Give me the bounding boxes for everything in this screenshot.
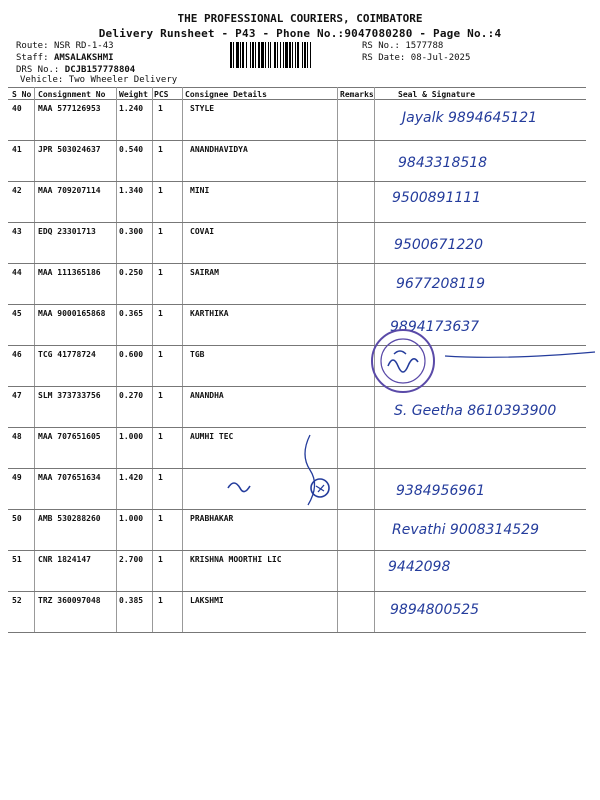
row-pcs: 1 bbox=[158, 514, 163, 523]
row-sno: 41 bbox=[12, 145, 22, 154]
barcode-bar bbox=[255, 42, 256, 68]
company-name: THE PROFESSIONAL COURIERS, COIMBATORE bbox=[177, 12, 423, 25]
barcode-bar bbox=[289, 42, 291, 68]
barcode-bar bbox=[297, 42, 299, 68]
row-pcs: 1 bbox=[158, 350, 163, 359]
row-weight: 1.420 bbox=[119, 473, 144, 482]
rs-no-label: RS No.: bbox=[362, 41, 400, 51]
drs-value: DCJB157778804 bbox=[64, 65, 136, 75]
row-consignee: SAIRAM bbox=[190, 268, 219, 277]
barcode-bar bbox=[240, 42, 241, 68]
barcode-bar bbox=[261, 42, 264, 68]
rs-no-line bbox=[362, 41, 443, 51]
seal-stamp bbox=[368, 326, 438, 396]
row-consignee: COVAI bbox=[190, 227, 215, 236]
barcode-bar bbox=[268, 42, 269, 68]
row-consignment-no: SLM 373733756 bbox=[38, 391, 101, 400]
barcode-bar bbox=[295, 42, 296, 68]
row-weight: 1.340 bbox=[119, 186, 144, 195]
row-rule bbox=[8, 632, 586, 633]
row-pcs: 1 bbox=[158, 104, 163, 113]
row-consignment-no: CNR 1824147 bbox=[38, 555, 91, 564]
row-weight: 0.365 bbox=[119, 309, 144, 318]
row-consignment-no: JPR 503024637 bbox=[38, 145, 101, 154]
route-value: NSR RD-1-43 bbox=[53, 41, 114, 51]
vehicle-label: Vehicle: bbox=[20, 75, 64, 85]
row-consignment-no: AMB 530288260 bbox=[38, 514, 101, 523]
handwritten-signature bbox=[364, 551, 600, 592]
barcode-bar bbox=[285, 42, 288, 68]
barcode-bar bbox=[310, 42, 311, 68]
row-pcs: 1 bbox=[158, 227, 163, 236]
route-label: Route: bbox=[16, 41, 49, 51]
row-consignee: LAKSHMI bbox=[190, 596, 224, 605]
row-weight: 1.240 bbox=[119, 104, 144, 113]
ink-stroke bbox=[445, 330, 600, 370]
row-consignment-no: MAA 707651634 bbox=[38, 473, 101, 482]
rs-no-value: 1577788 bbox=[405, 41, 444, 51]
row-consignee: PRABHAKAR bbox=[190, 514, 234, 523]
runsheet-title: Delivery Runsheet - P43 - Phone No.:9047080280 - Page No.:4 bbox=[98, 27, 502, 40]
row-sno: 44 bbox=[12, 268, 22, 277]
row-pcs: 1 bbox=[158, 186, 163, 195]
col-header-consignee: Consignee Details bbox=[185, 90, 267, 99]
signature-text: 9384956961 bbox=[396, 483, 486, 499]
row-pcs: 1 bbox=[158, 473, 163, 482]
barcode-bar bbox=[246, 42, 247, 68]
barcode-bar bbox=[250, 42, 251, 68]
row-weight: 0.385 bbox=[119, 596, 144, 605]
row-consignment-no: EDQ 23301713 bbox=[38, 227, 96, 236]
handwritten-signature bbox=[364, 469, 600, 510]
row-sno: 46 bbox=[12, 350, 22, 359]
rs-date-value: 08-Jul-2025 bbox=[410, 53, 471, 63]
barcode-bar bbox=[265, 42, 266, 68]
handwritten-signature bbox=[364, 182, 600, 223]
handwritten-signature bbox=[364, 264, 600, 305]
staff-label: Staff: bbox=[16, 53, 49, 63]
handwritten-marks bbox=[220, 430, 340, 510]
col-header-sno: S No bbox=[12, 90, 32, 99]
barcode-bar bbox=[277, 42, 278, 68]
signature-text: Revathi 9008314529 bbox=[392, 522, 539, 538]
barcode-bar bbox=[236, 42, 239, 68]
handwritten-signature bbox=[364, 141, 600, 182]
row-pcs: 1 bbox=[158, 555, 163, 564]
row-pcs: 1 bbox=[158, 432, 163, 441]
row-pcs: 1 bbox=[158, 268, 163, 277]
handwritten-signature bbox=[364, 100, 600, 141]
barcode-bar bbox=[274, 42, 276, 68]
row-consignment-no: MAA 709207114 bbox=[38, 186, 101, 195]
row-weight: 2.700 bbox=[119, 555, 144, 564]
signature-text: 9500891111 bbox=[392, 190, 482, 206]
barcode-bar bbox=[280, 42, 281, 68]
row-weight: 0.270 bbox=[119, 391, 144, 400]
barcode-bar bbox=[230, 42, 232, 68]
barcode-bar bbox=[307, 42, 308, 68]
col-header-consignment: Consignment No bbox=[38, 90, 106, 99]
row-consignee: KRISHNA MOORTHI LIC bbox=[190, 555, 282, 564]
signature-text: 9894800525 bbox=[390, 602, 480, 618]
row-sno: 40 bbox=[12, 104, 22, 113]
row-sno: 48 bbox=[12, 432, 22, 441]
row-sno: 45 bbox=[12, 309, 22, 318]
rs-date-line bbox=[362, 53, 470, 63]
barcode-bar bbox=[283, 42, 284, 68]
row-pcs: 1 bbox=[158, 145, 163, 154]
signature-text: 9677208119 bbox=[396, 276, 486, 292]
row-consignment-no: MAA 707651605 bbox=[38, 432, 101, 441]
rs-date-label: RS Date: bbox=[362, 53, 406, 63]
row-consignee: AUMHI TEC bbox=[190, 432, 234, 441]
drs-line bbox=[16, 65, 135, 75]
row-consignment-no: MAA 111365186 bbox=[38, 268, 101, 277]
row-weight: 0.300 bbox=[119, 227, 144, 236]
col-header-remarks: Remarks bbox=[340, 90, 374, 99]
barcode-bar bbox=[304, 42, 306, 68]
barcode bbox=[230, 42, 355, 68]
row-consignment-no: TRZ 360097048 bbox=[38, 596, 101, 605]
row-sno: 42 bbox=[12, 186, 22, 195]
signature-text: Jayalk 9894645121 bbox=[402, 110, 538, 126]
barcode-bar bbox=[233, 42, 234, 68]
row-sno: 43 bbox=[12, 227, 22, 236]
table-top-rule bbox=[8, 87, 586, 88]
barcode-bar bbox=[242, 42, 244, 68]
row-pcs: 1 bbox=[158, 596, 163, 605]
row-weight: 1.000 bbox=[119, 432, 144, 441]
row-weight: 0.250 bbox=[119, 268, 144, 277]
row-weight: 0.540 bbox=[119, 145, 144, 154]
row-consignee: ANANDHAVIDYA bbox=[190, 145, 248, 154]
row-weight: 1.000 bbox=[119, 514, 144, 523]
row-sno: 52 bbox=[12, 596, 22, 605]
barcode-bar bbox=[292, 42, 293, 68]
col-header-weight: Weight bbox=[119, 90, 148, 99]
row-consignee: STYLE bbox=[190, 104, 215, 113]
vehicle-value: Two Wheeler Delivery bbox=[68, 75, 178, 85]
signature-text: 9500671220 bbox=[394, 237, 484, 253]
handwritten-signature bbox=[364, 223, 600, 264]
staff-line bbox=[16, 53, 114, 63]
row-pcs: 1 bbox=[158, 309, 163, 318]
row-weight: 0.600 bbox=[119, 350, 144, 359]
drs-label: DRS No.: bbox=[16, 65, 60, 75]
row-consignment-no: TCG 41778724 bbox=[38, 350, 96, 359]
row-consignee: MINI bbox=[190, 186, 210, 195]
row-consignment-no: MAA 9000165868 bbox=[38, 309, 106, 318]
col-header-pcs: PCS bbox=[154, 90, 169, 99]
row-sno: 51 bbox=[12, 555, 22, 564]
row-sno: 50 bbox=[12, 514, 22, 523]
signature-text: 9894173637 bbox=[390, 319, 480, 335]
row-rule bbox=[8, 427, 586, 428]
route-line bbox=[16, 41, 114, 51]
signature-text: 9442098 bbox=[388, 559, 451, 575]
staff-value: AMSALAKSHMI bbox=[53, 53, 114, 63]
row-consignee: ANANDHA bbox=[190, 391, 224, 400]
handwritten-signature bbox=[364, 510, 600, 551]
signature-text: S. Geetha 8610393900 bbox=[394, 403, 557, 419]
handwritten-signature bbox=[364, 592, 600, 633]
row-pcs: 1 bbox=[158, 391, 163, 400]
vehicle-line bbox=[20, 75, 177, 85]
row-consignment-no: MAA 577126953 bbox=[38, 104, 101, 113]
barcode-bar bbox=[270, 42, 271, 68]
row-consignee: TGB bbox=[190, 350, 205, 359]
col-header-seal: Seal & Signature bbox=[398, 90, 476, 99]
barcode-bar bbox=[302, 42, 303, 68]
row-sno: 49 bbox=[12, 473, 22, 482]
barcode-bar bbox=[252, 42, 254, 68]
row-sno: 47 bbox=[12, 391, 22, 400]
signature-text: 9843318518 bbox=[398, 155, 488, 171]
row-consignee: KARTHIKA bbox=[190, 309, 229, 318]
barcode-bar bbox=[258, 42, 260, 68]
